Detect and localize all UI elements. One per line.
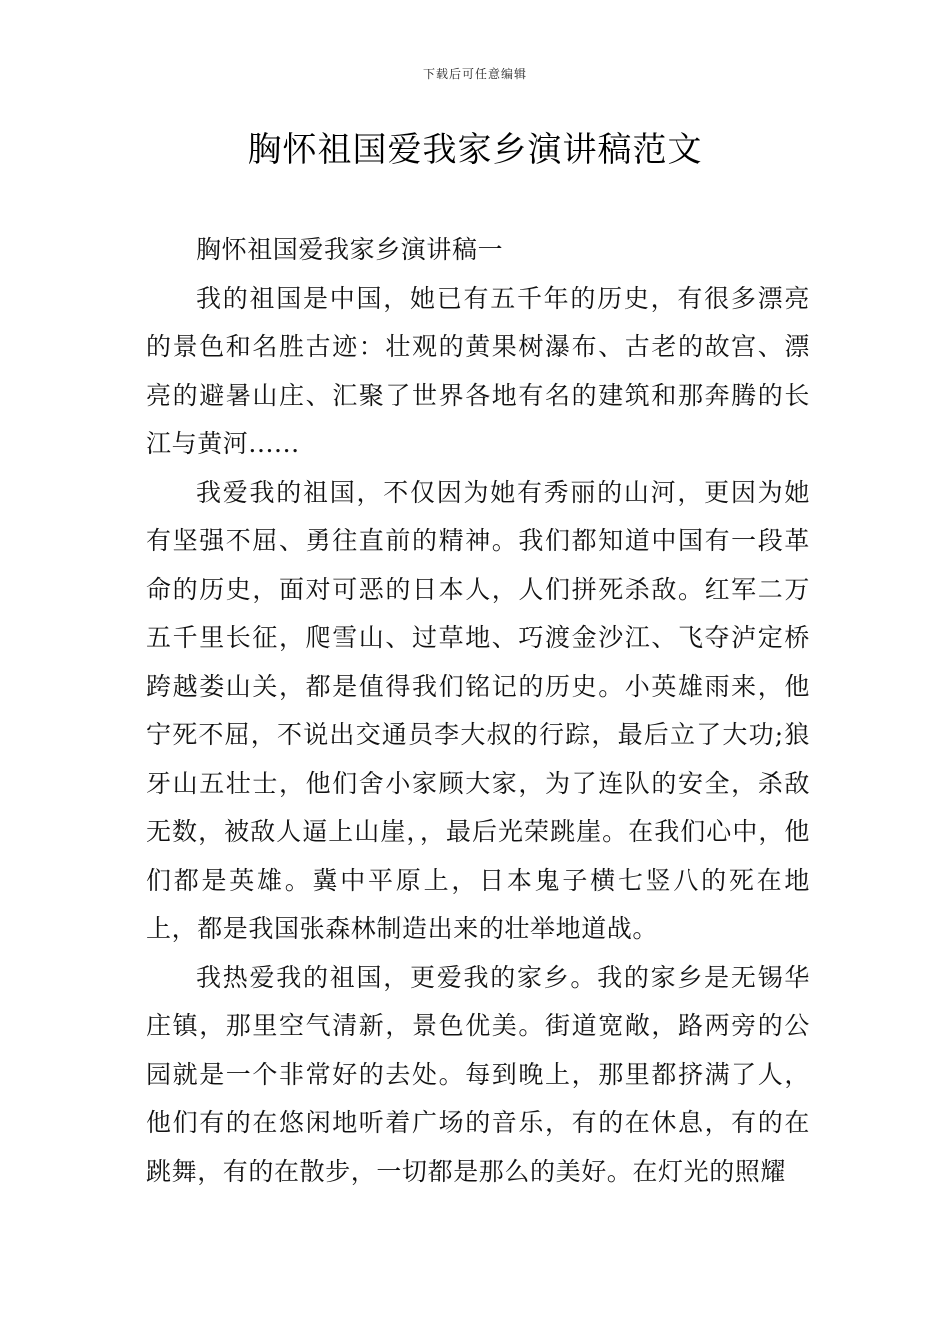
paragraph: 我爱我的祖国，不仅因为她有秀丽的山河，更因为她有坚强不屈、勇往直前的精神。我们都知道中国有一段革命的历史，面对可恶的日本人，人们拼死杀敌。红军二万五千里长征，爬雪山、过草地、巧渡金沙江、飞夺泸定桥跨越娄山关，都是值得我们铭记的历史。小英雄雨来，他宁死不屈，不说出交通员李大叔的行踪，最后立了大功;狼牙山五壮士，他们舍小家顾大家，为了连队的安全，杀敌无数，被敌人逼上山崖，，最后光荣跳崖。在我们心中，他们都是英雄。冀中平原上，日本鬼子横七竖八的死在地上，都是我国张森林制造出来的壮举地道战。 (146, 477, 810, 943)
document-title: 胸怀祖国爱我家乡演讲稿范文 (247, 130, 703, 170)
section-subheading: 胸怀祖国爱我家乡演讲稿一 (196, 235, 504, 264)
header-note: 下载后可任意编辑 (422, 67, 527, 81)
paragraph: 我的祖国是中国，她已有五千年的历史，有很多漂亮的景色和名胜古迹：壮观的黄果树瀑布、古老的故宫、漂亮的避暑山庄、汇聚了世界各地有名的建筑和那奔腾的长江与黄河...... (146, 283, 810, 458)
paragraph: 我热爱我的祖国，更爱我的家乡。我的家乡是无锡华庄镇，那里空气清新，景色优美。街道宽敞，路两旁的公园就是一个非常好的去处。每到晚上，那里都挤满了人，他们有的在悠闲地听着广场的音乐，有的在休息，有的在跳舞，有的在散步，一切都是那么的美好。在灯光的照耀 (146, 962, 810, 1186)
document-body (146, 226, 810, 1196)
